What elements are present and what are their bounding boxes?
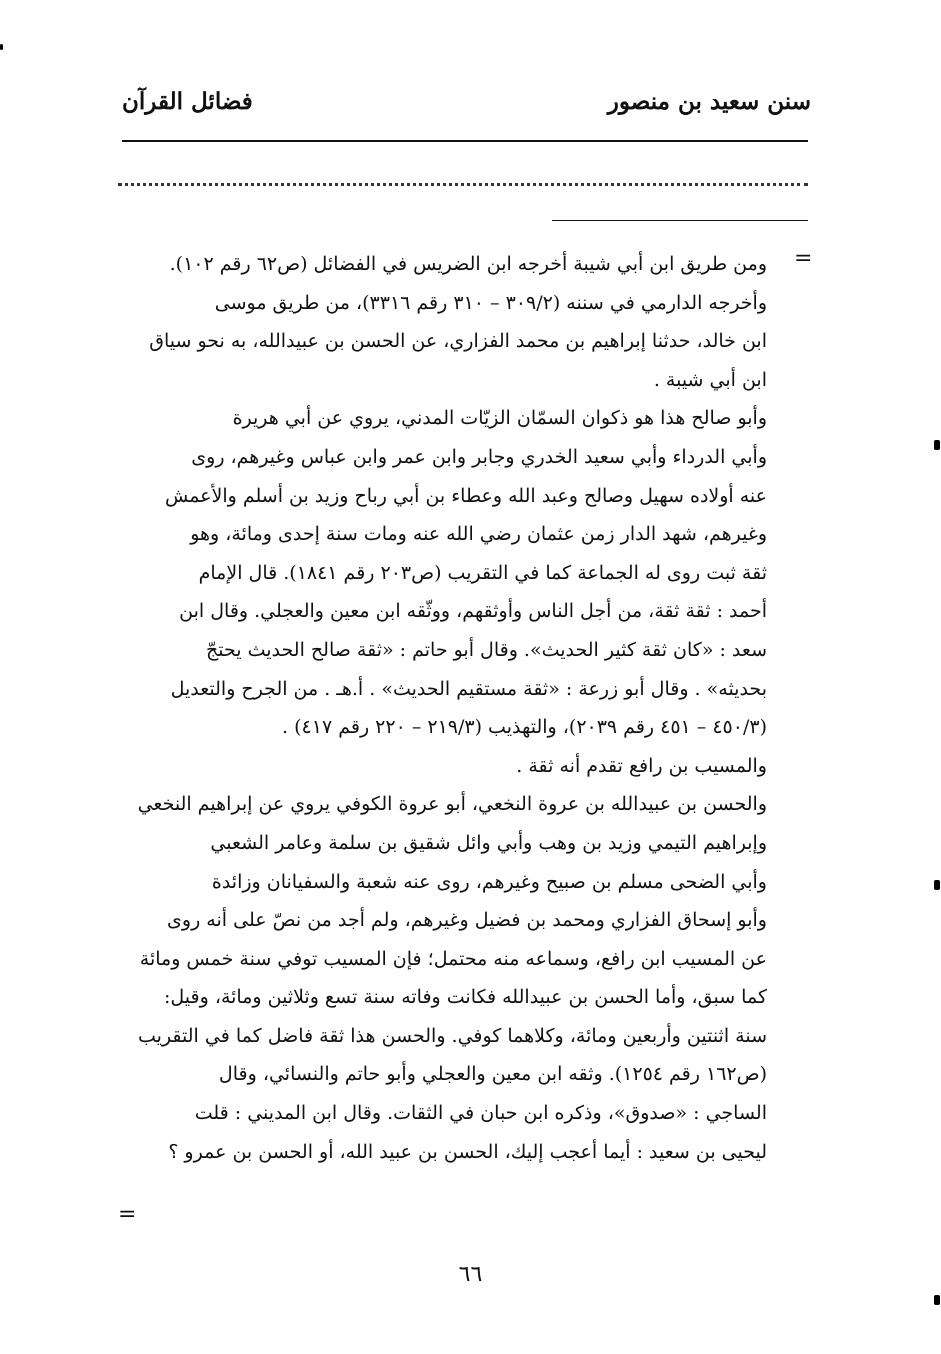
text-line: أحمد : ثقة ثقة، من أجل الناس وأوثقهم، ووثّقه ابن معين والعجلي. وقال ابن xyxy=(179,600,767,623)
chapter-title: فضائل القرآن xyxy=(122,88,253,115)
text-line: بحديثه» . وقال أبو زرعة : «ثقة مستقيم الحديث» . أ.هـ . من الجرح والتعديل xyxy=(170,677,767,700)
continuation-start-mark: = xyxy=(794,246,813,271)
text-line: وإبراهيم التيمي وزيد بن وهب وأبي وائل شقيق بن سلمة وعامر الشعبي xyxy=(210,831,767,854)
text-line: وأبو إسحاق الفزاري ومحمد بن فضيل وغيرهم، ولم أجد من نصّ على أنه روى xyxy=(167,909,767,932)
scan-mark xyxy=(934,440,940,450)
header-rule xyxy=(122,140,808,142)
text-line: الساجي : «صدوق»، وذكره ابن حبان في الثقات. وقال ابن المديني : قلت xyxy=(194,1102,767,1125)
text-line: (ص١٦٢ رقم ١٢٥٤). وثقه ابن معين والعجلي وأبو حاتم والنسائي، وقال xyxy=(218,1063,767,1086)
footnote-rule xyxy=(552,220,808,221)
scan-mark xyxy=(934,880,940,890)
text-line: ليحيى بن سعيد : أيما أعجب إليك، الحسن بن عبيد الله، أو الحسن بن عمرو ؟ xyxy=(168,1140,767,1163)
text-line: ابن أبي شيبة . xyxy=(653,368,767,391)
text-line: وأبي الضحى مسلم بن صبيح وغيرهم، روى عنه شعبة والسفيانان وزائدة xyxy=(211,870,767,893)
continuation-end-mark: = xyxy=(118,1202,137,1227)
paragraph xyxy=(122,245,767,399)
text-line: والحسن بن عبيدالله بن عروة النخعي، أبو عروة الكوفي يروي عن إبراهيم النخعي xyxy=(137,793,767,816)
text-line: والمسيب بن رافع تقدم أنه ثقة . xyxy=(516,754,767,777)
footnote-body xyxy=(122,245,767,1171)
text-line: وأخرجه الدارمي في سننه (٣٠٩/٢ – ٣١٠ رقم ٣٣١٦)، من طريق موسى xyxy=(214,291,767,314)
text-line: سعد : «كان ثقة كثير الحديث». وقال أبو حاتم : «ثقة صالح الحديث يحتجّ xyxy=(206,638,767,661)
scan-mark xyxy=(934,1295,940,1305)
text-line: (٤٥٠/٣ – ٤٥١ رقم ٢٠٣٩)، والتهذيب (٢١٩/٣ – ٢٢٠ رقم ٤١٧) . xyxy=(282,716,767,739)
text-line: ثقة ثبت روى له الجماعة كما في التقريب (ص٢٠٣ رقم ١٨٤١). قال الإمام xyxy=(198,561,767,584)
page-number: ٦٦ xyxy=(458,1262,483,1287)
text-line: وأبي الدرداء وأبي سعيد الخدري وجابر وابن عمر وابن عباس وغيرهم، روى xyxy=(191,445,767,468)
text-line: وأبو صالح هذا هو ذكوان السمّان الزيّات المدني، يروي عن أبي هريرة xyxy=(232,407,767,430)
text-line: ابن خالد، حدثنا إبراهيم بن محمد الفزاري، عن الحسن بن عبيدالله، به نحو سياق xyxy=(149,330,767,353)
text-line: سنة اثنتين وأربعين ومائة، وكلاهما كوفي. والحسن هذا ثقة فاضل كما في التقريب xyxy=(138,1024,767,1047)
text-line: عنه أولاده سهيل وصالح وعبد الله وعطاء بن أبي رباح وزيد بن أسلم والأعمش xyxy=(164,484,767,507)
paragraph xyxy=(122,399,767,785)
text-line: كما سبق، وأما الحسن بن عبيدالله فكانت وفاته سنة تسع وثلاثين ومائة، وقيل: xyxy=(164,986,767,1009)
dotted-separator xyxy=(118,183,808,186)
text-line: وغيرهم، شهد الدار زمن عثمان رضي الله عنه ومات سنة إحدى ومائة، وهو xyxy=(190,523,767,546)
book-title: سنن سعيد بن منصور xyxy=(607,88,811,115)
paragraph xyxy=(122,785,767,1171)
scan-mark xyxy=(0,44,3,50)
text-line: ومن طريق ابن أبي شيبة أخرجه ابن الضريس في الفضائل (ص٦٢ رقم ١٠٢). xyxy=(169,253,767,275)
text-line: عن المسيب ابن رافع، وسماعه منه محتمل؛ فإن المسيب توفي سنة خمس ومائة xyxy=(139,947,767,970)
